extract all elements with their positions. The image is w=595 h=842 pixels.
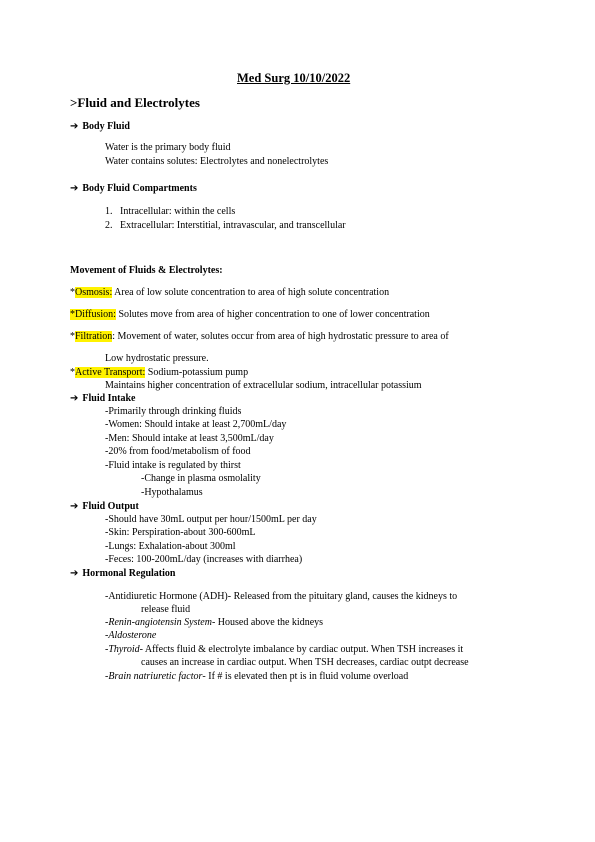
fluid-output-heading-text: Fluid Output: [82, 501, 139, 512]
fluid-intake-line: -20% from food/metabolism of food: [105, 446, 251, 457]
movement-heading: Movement of Fluids & Electrolytes:: [70, 265, 223, 276]
star: *: [70, 367, 75, 378]
dash: -: [105, 644, 109, 655]
fluid-intake-line: -Primarily through drinking fluids: [105, 406, 242, 417]
renin-term: Renin-angiotensin System: [108, 617, 212, 628]
bnf-line: [105, 671, 408, 683]
arrow-icon: ➔: [70, 393, 79, 404]
thyroid-cont: causes an increase in cardiac output. When TSH decreases, cardiac outpt decrease: [141, 657, 469, 668]
hormonal-heading: [70, 568, 175, 580]
list-number: 2.: [105, 220, 113, 231]
diffusion-line: [70, 309, 430, 321]
body-fluid-line: Water is the primary body fluid: [105, 142, 231, 153]
fluid-output-heading: [70, 501, 139, 513]
thyroid-term: Thyroid: [108, 644, 140, 655]
hormonal-heading-text: Hormonal Regulation: [82, 568, 176, 579]
diffusion-term: *Diffusion:: [70, 309, 116, 320]
fluid-intake-heading: [70, 393, 135, 405]
arrow-icon: ➔: [70, 568, 79, 579]
osmosis-term: Osmosis:: [75, 287, 113, 298]
list-text: Extracellular: Interstitial, intravascular, and transcellular: [120, 220, 346, 231]
fluid-intake-subline: -Hypothalamus: [141, 487, 203, 498]
fluid-output-line: -Feces: 100-200mL/day (increases with diarrhea): [105, 554, 303, 565]
arrow-icon: ➔: [70, 501, 79, 512]
body-fluid-heading-text: Body Fluid: [82, 121, 130, 132]
adh-line: -Antidiuretic Hormone (ADH)- Released from the pituitary gland, causes the kidneys to: [105, 591, 458, 602]
list-number: 1.: [105, 206, 113, 217]
body-fluid-line: Water contains solutes: Electrolytes and nonelectrolytes: [105, 156, 329, 167]
fluid-output-line: -Skin: Perspiration-about 300-600mL: [105, 527, 256, 538]
fluid-output-line: -Lungs: Exhalation-about 300ml: [105, 541, 236, 552]
page-title: Med Surg 10/10/2022: [237, 71, 351, 85]
filtration-cont: Low hydrostatic pressure.: [105, 353, 209, 364]
body-fluid-heading: [70, 121, 130, 133]
fluid-output-line: -Should have 30mL output per hour/1500mL per day: [105, 514, 317, 525]
osmosis-line: [70, 287, 389, 299]
compartments-heading-text: Body Fluid Compartments: [82, 183, 197, 194]
section-heading: >Fluid and Electrolytes: [70, 95, 200, 110]
compartment-item: [105, 206, 235, 218]
adh-cont: release fluid: [141, 604, 191, 615]
thyroid-text: - Affects fluid & electrolyte imbalance by cardiac output. When TSH increases it: [139, 644, 464, 655]
arrow-icon: ➔: [70, 121, 79, 132]
renin-text: - Housed above the kidneys: [211, 617, 324, 628]
star: *: [70, 331, 75, 342]
diffusion-text: Solutes move from area of higher concentration to one of lower concentration: [115, 309, 430, 320]
bnf-term: Brain natriuretic factor: [108, 671, 203, 682]
aldosterone-line: -Aldosterone: [105, 630, 157, 641]
dash: -: [105, 671, 109, 682]
fluid-intake-line: -Fluid intake is regulated by thirst: [105, 460, 241, 471]
thyroid-line: [105, 644, 463, 656]
dash: -: [105, 617, 109, 628]
compartment-item: [105, 220, 346, 232]
arrow-icon: ➔: [70, 183, 79, 194]
active-transport-term: Active Transport:: [75, 367, 146, 378]
bnf-text: - If # is elevated then pt is in fluid volume overload: [202, 671, 409, 682]
list-text: Intracellular: within the cells: [120, 206, 236, 217]
osmosis-text: Area of low solute concentration to area of high solute concentration: [112, 287, 390, 298]
filtration-line: [70, 331, 449, 343]
fluid-intake-line: -Men: Should intake at least 3,500mL/day: [105, 433, 274, 444]
active-transport-text: Sodium-potassium pump: [145, 367, 249, 378]
filtration-term: Filtration: [75, 331, 113, 342]
compartments-heading: [70, 183, 197, 195]
active-transport-cont: Maintains higher concentration of extracellular sodium, intracellular potassium: [105, 380, 422, 391]
star: *: [70, 287, 75, 298]
fluid-intake-line: -Women: Should intake at least 2,700mL/day: [105, 419, 287, 430]
fluid-intake-subline: -Change in plasma osmolality: [141, 473, 261, 484]
fluid-intake-heading-text: Fluid Intake: [82, 393, 136, 404]
renin-line: [105, 617, 323, 629]
active-transport-line: [70, 367, 248, 379]
filtration-text: : Movement of water, solutes occur from area of high hydrostatic pressure to area of: [112, 331, 449, 342]
